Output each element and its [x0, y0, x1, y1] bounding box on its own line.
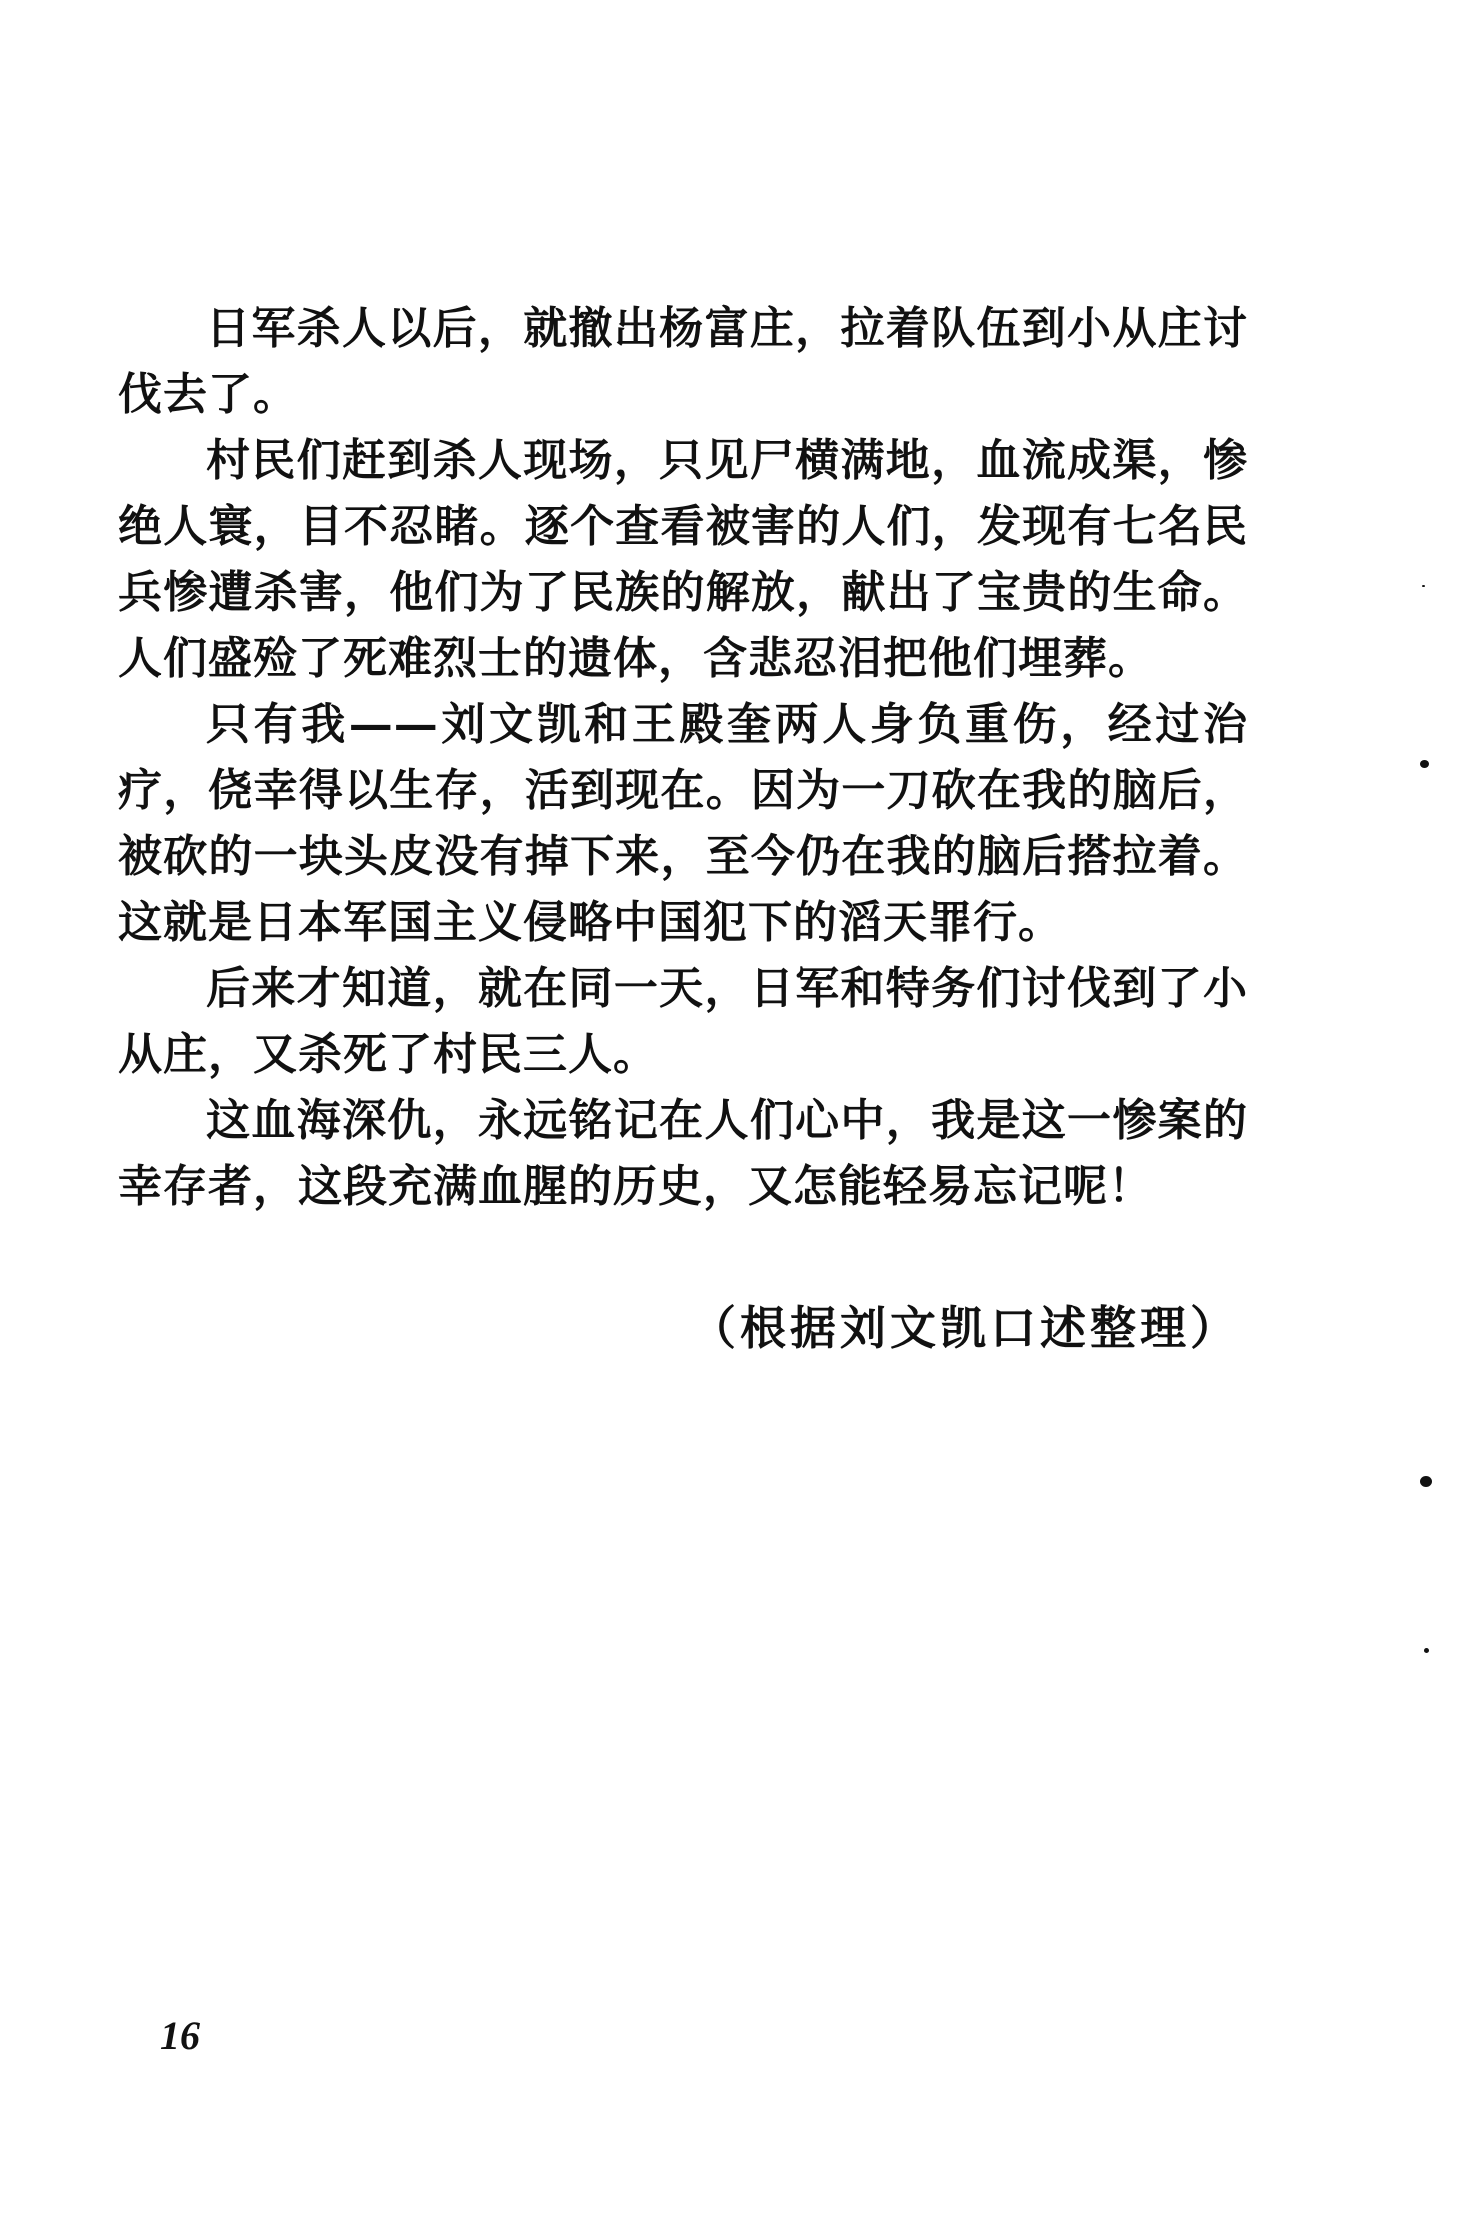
page-number: 16	[160, 2013, 200, 2058]
paragraph-5: 这血海深仇，永远铭记在人们心中，我是这一惨案的幸存者，这段充满血腥的历史，又怎能轻易忘记呢！	[118, 1095, 1248, 1212]
body-text	[118, 296, 1248, 1220]
paragraph-2: 村民们赶到杀人现场，只见尸横满地，血流成渠，惨绝人寰，目不忍睹。逐个查看被害的人们，发现有七名民兵惨遭杀害，他们为了民族的解放，献出了宝贵的生命。人们盛殓了死难烈士的遗体，含悲忍泪把他们埋葬。	[118, 435, 1248, 684]
paragraph-4: 后来才知道，就在同一天，日军和特务们讨伐到了小从庄，又杀死了村民三人。	[118, 963, 1248, 1080]
scan-speck	[1420, 760, 1429, 768]
scan-speck	[1420, 1476, 1432, 1487]
source-attribution: （根据刘文凯口述整理）	[690, 1301, 1240, 1355]
scan-speck	[1422, 585, 1425, 587]
paragraph-3: 只有我——刘文凯和王殿奎两人身负重伤，经过治疗，侥幸得以生存，活到现在。因为一刀砍在我的脑后，被砍的一块头皮没有掉下来，至今仍在我的脑后搭拉着。这就是日本军国主义侵略中国犯下的滔天罪行。	[118, 699, 1248, 948]
paragraph-1: 日军杀人以后，就撤出杨富庄，拉着队伍到小从庄讨伐去了。	[118, 303, 1248, 420]
scan-speck	[1424, 1648, 1429, 1653]
